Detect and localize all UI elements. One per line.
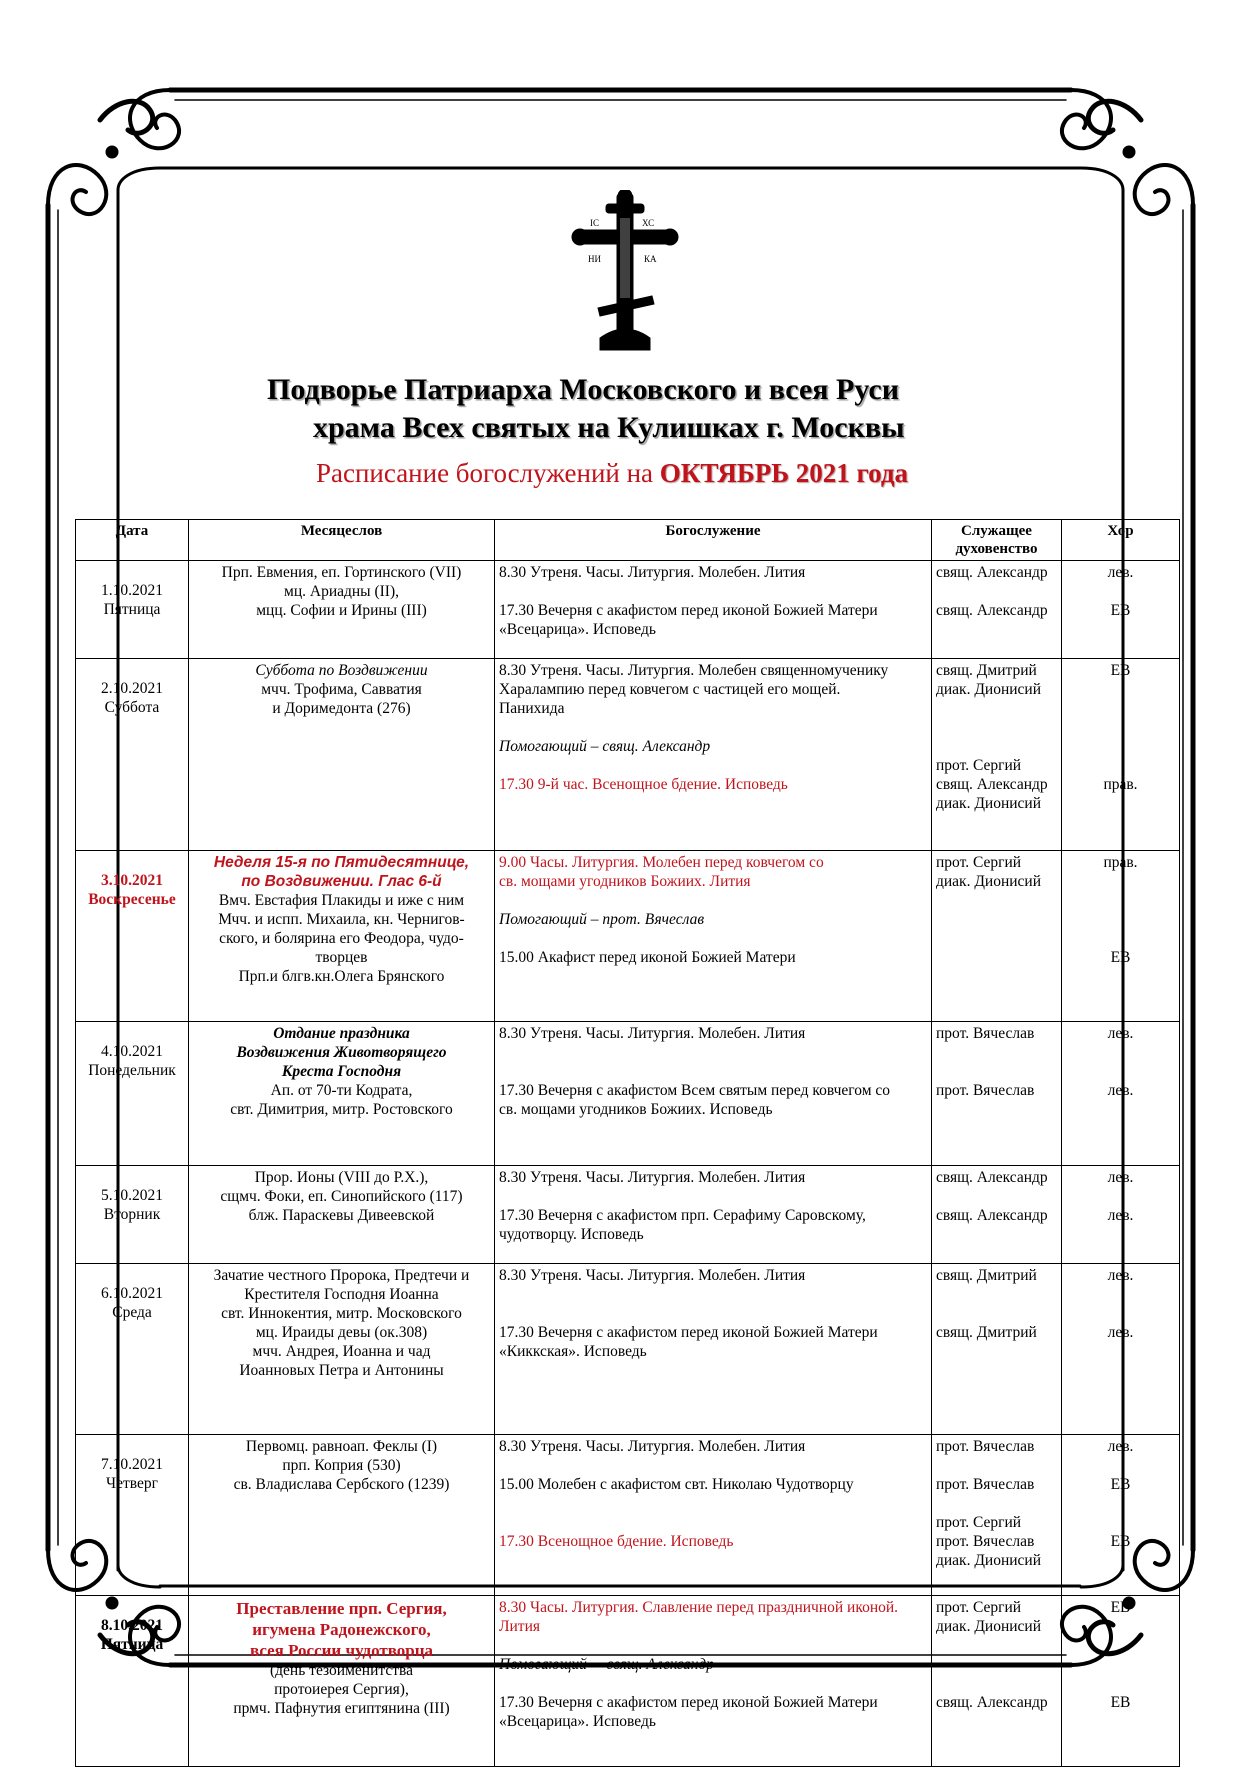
clergy-name: свящ. Дмитрий	[936, 662, 1037, 679]
clergy-name: диак. Дионисий	[936, 873, 1042, 890]
table-header-row	[76, 520, 1180, 561]
service-entry	[499, 1081, 927, 1119]
clergy-cell	[932, 1022, 1062, 1166]
calendar-line: блж. Параскевы Дивеевской	[248, 1207, 435, 1224]
header-date: Дата	[76, 520, 189, 561]
date-cell	[76, 1166, 189, 1264]
weekday: Четверг	[106, 1475, 158, 1492]
service-line: Помогающий – свящ. Александр	[499, 1656, 715, 1673]
calendar-line: Неделя 15-я по Пятидесятнице,	[213, 854, 470, 871]
choir-value: ЕВ	[1110, 1694, 1131, 1711]
cross-label-ka: КА	[644, 254, 657, 264]
choir-value: ЕВ	[1110, 662, 1131, 679]
service-cell	[495, 1435, 932, 1596]
clergy-entry	[936, 756, 1057, 813]
clergy-name: прот. Сергий	[936, 1599, 1022, 1616]
subtitle-prefix: Расписание богослужений на	[316, 458, 660, 488]
clergy-name: диак. Дионисий	[936, 795, 1042, 812]
calendar-line: свт. Иннокентия, митр. Московского	[221, 1305, 462, 1322]
service-line: 15.00 Молебен с акафистом свт. Николаю Чудотворцу	[499, 1476, 854, 1493]
clergy-cell	[932, 1166, 1062, 1264]
service-entry	[499, 563, 927, 582]
date-cell	[76, 1435, 189, 1596]
clergy-name: свящ. Александр	[936, 1694, 1048, 1711]
calendar-line: всея России чудотворца	[249, 1641, 434, 1660]
calendar-line: мчч. Трофима, Савватия	[261, 681, 422, 698]
calendar-line: мц. Ираиды девы (ок.308)	[255, 1324, 428, 1341]
date-value: 8.10.2021	[101, 1617, 163, 1634]
date-value: 1.10.2021	[101, 582, 163, 599]
choir-value: лев.	[1107, 1207, 1134, 1224]
clergy-name: свящ. Александр	[936, 602, 1048, 619]
calendar-line: Воздвижения Животворящего	[236, 1044, 447, 1061]
calendar-line: Креста Господня	[281, 1063, 402, 1080]
header-service: Богослужение	[495, 520, 932, 561]
table-row	[76, 1596, 1180, 1767]
calendar-cell	[189, 1022, 495, 1166]
service-line: 8.30 Часы. Литургия. Славление перед праздничной иконой.	[499, 1599, 899, 1616]
choir-cell	[1062, 561, 1180, 659]
service-line: 8.30 Утреня. Часы. Литургия. Молебен. Лития	[499, 1267, 806, 1284]
date-cell	[76, 851, 189, 1022]
service-entry	[499, 1168, 927, 1187]
calendar-cell	[189, 1596, 495, 1767]
choir-value: лев.	[1107, 1082, 1134, 1099]
calendar-line: сщмч. Фоки, еп. Синопийского (117)	[220, 1188, 463, 1205]
weekday: Воскресенье	[88, 891, 176, 908]
orthodox-cross-icon	[570, 190, 680, 355]
service-cell	[495, 1596, 932, 1767]
service-entry	[499, 1532, 927, 1551]
service-entry	[499, 1655, 927, 1674]
clergy-cell	[932, 659, 1062, 851]
clergy-entry	[936, 563, 1057, 582]
choir-cell	[1062, 1022, 1180, 1166]
weekday: Вторник	[103, 1206, 161, 1223]
service-line: 17.30 Вечерня с акафистом перед иконой Божией Матери	[499, 602, 878, 619]
clergy-name: свящ. Александр	[936, 1169, 1048, 1186]
calendar-cell	[189, 851, 495, 1022]
page-title-line-1: Подворье Патриарха Московского и всея Руси	[267, 373, 900, 406]
clergy-name: свящ. Александр	[936, 564, 1048, 581]
weekday: Понедельник	[88, 1062, 176, 1079]
service-entry	[499, 948, 927, 967]
clergy-name: диак. Дионисий	[936, 1618, 1042, 1635]
date-cell	[76, 1596, 189, 1767]
calendar-line: Прп.и блгв.кн.Олега Брянского	[238, 968, 445, 985]
choir-value: лев.	[1107, 1438, 1134, 1455]
service-entry	[499, 1024, 927, 1043]
clergy-entry	[936, 1513, 1057, 1570]
date-value: 3.10.2021	[101, 872, 163, 889]
service-line: Помогающий – свящ. Александр	[499, 738, 711, 755]
clergy-cell	[932, 851, 1062, 1022]
choir-cell	[1062, 659, 1180, 851]
calendar-line: (день тезоименитства	[270, 1662, 413, 1679]
clergy-name: свящ. Александр	[936, 776, 1048, 793]
calendar-line: творцев	[315, 949, 368, 966]
clergy-name: прот. Вячеслав	[936, 1025, 1035, 1042]
clergy-name: прот. Сергий	[936, 1514, 1022, 1531]
calendar-cell	[189, 1264, 495, 1435]
service-entry	[499, 1437, 927, 1456]
clergy-entry	[936, 1024, 1057, 1043]
calendar-line: Вмч. Евстафия Плакиды и иже с ним	[218, 892, 465, 909]
service-line: Помогающий – прот. Вячеслав	[499, 911, 705, 928]
header-clergy: Служащее духовенство	[932, 520, 1062, 561]
service-line: 17.30 Вечерня с акафистом прп. Серафиму Саровскому,	[499, 1207, 866, 1224]
service-entry	[499, 853, 927, 891]
clergy-entry	[936, 1693, 1057, 1712]
choir-value: ЕВ	[1110, 1476, 1131, 1493]
service-entry	[499, 737, 927, 756]
clergy-entry	[936, 853, 1057, 891]
calendar-line: Ап. от 70-ти Кодрата,	[270, 1082, 413, 1099]
choir-value: прав.	[1103, 776, 1138, 793]
choir-value: ЕВ	[1110, 602, 1131, 619]
service-entry	[499, 601, 927, 639]
service-line: Харалампию перед ковчегом с частицей его мощей.	[499, 681, 841, 698]
service-cell	[495, 1264, 932, 1435]
service-line: 17.30 Вечерня с акафистом Всем святым перед ковчегом со	[499, 1082, 891, 1099]
service-line: Панихида	[499, 700, 565, 717]
calendar-line: Иоанновых Петра и Антонины	[239, 1362, 444, 1379]
date-cell	[76, 561, 189, 659]
calendar-line: игумена Радонежского,	[252, 1620, 431, 1639]
cross-label-ic: ІС	[590, 218, 599, 228]
date-cell	[76, 1264, 189, 1435]
choir-value: лев.	[1107, 1267, 1134, 1284]
service-line: чудотворцу. Исповедь	[499, 1226, 644, 1243]
service-entry	[499, 1598, 927, 1636]
clergy-name: свящ. Дмитрий	[936, 1324, 1037, 1341]
date-cell	[76, 659, 189, 851]
service-line: «Всецарица». Исповедь	[499, 621, 656, 638]
weekday: Пятница	[100, 1636, 164, 1653]
service-line: 8.30 Утреня. Часы. Литургия. Молебен. Лития	[499, 1025, 806, 1042]
service-line: 17.30 9-й час. Всенощное бдение. Исповедь	[499, 776, 788, 793]
clergy-cell	[932, 1596, 1062, 1767]
service-entry	[499, 1266, 927, 1285]
weekday: Суббота	[104, 699, 160, 716]
header-choir: Хор	[1062, 520, 1180, 561]
date-cell	[76, 1022, 189, 1166]
service-line: св. мощами угодников Божиих. Лития	[499, 873, 751, 890]
header-calendar: Месяцеслов	[189, 520, 495, 561]
clergy-entry	[936, 1081, 1057, 1100]
service-cell	[495, 561, 932, 659]
choir-cell	[1062, 1264, 1180, 1435]
service-cell	[495, 1022, 932, 1166]
service-line: 17.30 Всенощное бдение. Исповедь	[499, 1533, 734, 1550]
service-line: 9.00 Часы. Литургия. Молебен перед ковчегом со	[499, 854, 824, 871]
table-row	[76, 659, 1180, 851]
cross-label-xc: ХС	[642, 218, 655, 228]
choir-value: лев.	[1107, 564, 1134, 581]
date-value: 2.10.2021	[101, 680, 163, 697]
calendar-line: Прп. Евмения, еп. Гортинского (VII)	[221, 564, 462, 581]
calendar-line: Прор. Ионы (VIII до Р.Х.),	[254, 1169, 429, 1186]
calendar-line: Зачатие честного Пророка, Предтечи и	[213, 1267, 470, 1284]
calendar-line: ского, и болярина его Феодора, чудо-	[219, 930, 464, 947]
clergy-name: свящ. Александр	[936, 1207, 1048, 1224]
weekday: Среда	[112, 1304, 152, 1321]
calendar-line: прмч. Пафнутия египтянина (III)	[233, 1700, 450, 1717]
service-entry	[499, 1475, 927, 1494]
service-entry	[499, 910, 927, 929]
table-row	[76, 1264, 1180, 1435]
calendar-line: мчч. Андрея, Иоанна и чад	[252, 1343, 431, 1360]
clergy-entry	[936, 661, 1057, 699]
service-entry	[499, 1693, 927, 1731]
table-row	[76, 1435, 1180, 1596]
choir-value: прав.	[1103, 854, 1138, 871]
clergy-entry	[936, 1266, 1057, 1285]
subtitle-month: ОКТЯБРЬ 2021 года	[659, 458, 909, 488]
service-line: 17.30 Вечерня с акафистом перед иконой Божией Матери	[499, 1324, 878, 1341]
schedule-body	[76, 561, 1180, 1767]
choir-cell	[1062, 1435, 1180, 1596]
choir-value: лев.	[1107, 1025, 1134, 1042]
date-value: 5.10.2021	[101, 1187, 163, 1204]
table-row	[76, 1166, 1180, 1264]
calendar-line: Преставление прп. Сергия,	[236, 1599, 447, 1618]
choir-cell	[1062, 1596, 1180, 1767]
clergy-cell	[932, 561, 1062, 659]
choir-value: ЕВ	[1110, 1533, 1131, 1550]
clergy-name: прот. Сергий	[936, 757, 1022, 774]
clergy-entry	[936, 1168, 1057, 1187]
clergy-entry	[936, 1598, 1057, 1636]
service-cell	[495, 851, 932, 1022]
clergy-name: диак. Дионисий	[936, 681, 1042, 698]
table-row	[76, 1022, 1180, 1166]
service-line: св. мощами угодников Божиих. Исповедь	[499, 1101, 773, 1118]
table-row	[76, 561, 1180, 659]
calendar-line: мц. Ариадны (II),	[284, 583, 399, 600]
service-line: 8.30 Утреня. Часы. Литургия. Молебен. Лития	[499, 1169, 806, 1186]
date-value: 4.10.2021	[101, 1043, 163, 1060]
calendar-line: Суббота по Воздвижении	[255, 662, 428, 679]
choir-cell	[1062, 851, 1180, 1022]
calendar-line: Отдание праздника	[273, 1025, 410, 1042]
calendar-line: свт. Димитрия, митр. Ростовского	[230, 1101, 453, 1118]
table-row	[76, 851, 1180, 1022]
clergy-entry	[936, 1475, 1057, 1494]
weekday: Пятница	[103, 601, 161, 618]
service-line: 8.30 Утреня. Часы. Литургия. Молебен. Лития	[499, 1438, 806, 1455]
service-line: «Всецарица». Исповедь	[499, 1713, 656, 1730]
clergy-entry	[936, 1206, 1057, 1225]
calendar-line: мцц. Софии и Ирины (III)	[256, 602, 427, 619]
service-entry	[499, 661, 927, 718]
choir-value: лев.	[1107, 1169, 1134, 1186]
calendar-cell	[189, 1435, 495, 1596]
clergy-name: прот. Сергий	[936, 854, 1022, 871]
service-cell	[495, 1166, 932, 1264]
calendar-cell	[189, 1166, 495, 1264]
clergy-name: прот. Вячеслав	[936, 1438, 1035, 1455]
calendar-line: Крестителя Господня Иоанна	[244, 1286, 439, 1303]
clergy-name: диак. Дионисий	[936, 1552, 1042, 1569]
calendar-line: Мчч. и испп. Михаила, кн. Чернигов-	[218, 911, 465, 928]
calendar-cell	[189, 561, 495, 659]
clergy-cell	[932, 1435, 1062, 1596]
schedule-table	[75, 519, 1180, 1767]
clergy-entry	[936, 601, 1057, 620]
clergy-cell	[932, 1264, 1062, 1435]
service-line: «Киккская». Исповедь	[499, 1343, 647, 1360]
date-value: 7.10.2021	[101, 1456, 163, 1473]
service-line: 17.30 Вечерня с акафистом перед иконой Божией Матери	[499, 1694, 878, 1711]
clergy-name: свящ. Дмитрий	[936, 1267, 1037, 1284]
clergy-entry	[936, 1437, 1057, 1456]
service-entry	[499, 775, 927, 794]
choir-value: ЕВ	[1110, 1599, 1131, 1616]
clergy-name: прот. Вячеслав	[936, 1476, 1035, 1493]
service-line: 15.00 Акафист перед иконой Божией Матери	[499, 949, 796, 966]
service-line: Лития	[499, 1618, 541, 1635]
schedule-subtitle	[316, 458, 908, 489]
service-cell	[495, 659, 932, 851]
date-value: 6.10.2021	[101, 1285, 163, 1302]
clergy-entry	[936, 1323, 1057, 1342]
calendar-line: по Воздвижении. Глас 6-й	[241, 873, 442, 890]
choir-cell	[1062, 1166, 1180, 1264]
choir-value: ЕВ	[1110, 949, 1131, 966]
page-title-line-2: храма Всех святых на Кулишках г. Москвы	[313, 411, 905, 444]
calendar-line: протоиерея Сергия),	[274, 1681, 409, 1698]
service-line: 8.30 Утреня. Часы. Литургия. Молебен. Лития	[499, 564, 806, 581]
service-entry	[499, 1206, 927, 1244]
calendar-line: Первомц. равноап. Феклы (I)	[245, 1438, 438, 1455]
choir-value: лев.	[1107, 1324, 1134, 1341]
calendar-cell	[189, 659, 495, 851]
cross-label-ni: НИ	[588, 254, 601, 264]
calendar-line: прп. Коприя (530)	[282, 1457, 401, 1474]
calendar-line: и Доримедонта (276)	[272, 700, 411, 717]
clergy-name: прот. Вячеслав	[936, 1082, 1035, 1099]
calendar-line: св. Владислава Сербского (1239)	[233, 1476, 450, 1493]
clergy-name: прот. Вячеслав	[936, 1533, 1035, 1550]
service-line: 8.30 Утреня. Часы. Литургия. Молебен священномученику	[499, 662, 889, 679]
service-entry	[499, 1323, 927, 1361]
